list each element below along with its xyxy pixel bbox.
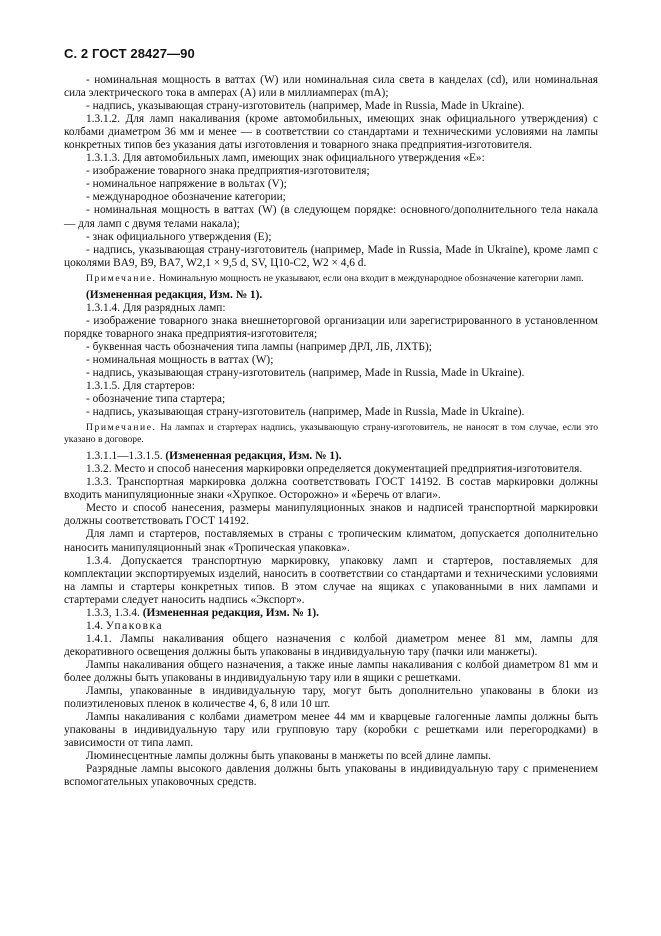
paragraph: 1.3.4. Допускается транспортную маркировку, упаковку ламп и стартеров, поставляемых для комплектации экспортируемых изделий, наносить в соответствии со стандартами и техническими условиями на лампы и стартеры конкретных типов. В этом случае на ящиках с упакованными в них лампами и стартерами следует наносить надпись «Экспорт».	[64, 554, 598, 606]
paragraph: Лампы накаливания с колбами диаметром менее 44 мм и кварцевые галогенные лампы должны быть упакованы в индивидуальную тару или групповую тару (коробки с решетками или перегородками) в зависимости от типа ламп.	[64, 711, 598, 750]
amendment-note	[64, 450, 598, 463]
note-label: Примечание.	[86, 422, 157, 434]
note-text: На лампах и стартерах надпись, указывающую страну-изготовитель, не наносят в том случае, если это указано в договоре.	[64, 422, 598, 446]
paragraph: Разрядные лампы высокого давления должны быть упакованы в индивидуальную тару с применением вспомогательных упаковочных средств.	[64, 763, 598, 789]
amendment-note	[64, 607, 598, 620]
paragraph: Для ламп и стартеров, поставляемых в страны с тропическим климатом, допускается дополнительно наносить манипуляционный знак «Тропическая упаковка».	[64, 528, 598, 554]
paragraph: - буквенная часть обозначения типа лампы (например ДРЛ, ЛБ, ЛХТБ);	[86, 340, 432, 353]
paragraph: 1.3.1.2. Для ламп накаливания (кроме автомобильных, имеющих знак официального утверждения) с колбами диаметром 36 мм и менее — в соответствии со стандартами и техническими условиями на лампы конкретных типов без указания даты изготовления и товарного знака предприятия-изготовителя.	[64, 113, 598, 152]
document-body	[64, 74, 598, 789]
page-header: С. 2 ГОСТ 28427—90	[64, 46, 195, 61]
paragraph: - обозначение типа стартера;	[86, 393, 226, 406]
note-text: Номинальную мощность не указывают, если она входит в международное обозначение категории ламп.	[156, 272, 584, 284]
paragraph: - номинальная мощность в ваттах (W) (в следующем порядке: основного/дополнительного тела накала — для ламп с двумя телами накала);	[64, 204, 598, 230]
paragraph: - изображение товарного знака предприятия-изготовителя;	[86, 165, 370, 178]
paragraph: - надпись, указывающая страну-изготовитель (например, Made in Russia, Made in Ukraine).	[86, 366, 525, 379]
note-label: Примечание.	[86, 272, 157, 284]
note	[64, 273, 598, 285]
clause-range: 1.3.1.1—1.3.1.5.	[86, 450, 166, 463]
amendment-label: (Измененная редакция, Изм. № 1).	[142, 606, 319, 619]
paragraph: 1.3.1.3. Для автомобильных ламп, имеющих знак официального утверждения «Е»:	[86, 152, 485, 165]
section-heading	[64, 620, 598, 633]
paragraph: - знак официального утверждения (Е);	[86, 230, 272, 243]
paragraph: - надпись, указывающая страну-изготовитель (например, Made in Russia, Made in Ukraine).	[86, 100, 525, 113]
paragraph: - номинальная мощность в ваттах (W) или номинальная сила света в канделах (cd), или номинальная сила электрического тока в амперах (А) или в миллиамперах (mA);	[64, 74, 598, 100]
paragraph: - надпись, указывающая страну-изготовитель (например, Made in Russia, Made in Ukraine).	[86, 406, 525, 419]
paragraph: 1.4.1. Лампы накаливания общего назначения с колбой диаметром менее 81 мм, лампы для декоративного освещения должны быть упакованы в индивидуальную тару (пачки или манжеты).	[64, 632, 598, 658]
paragraph: - номинальная мощность в ваттах (W);	[86, 353, 274, 366]
clause-range: 1.3.3, 1.3.4.	[86, 606, 143, 619]
note	[64, 422, 598, 446]
paragraph: Люминесцентные лампы должны быть упакованы в манжеты по всей длине лампы.	[86, 750, 491, 763]
paragraph: - номинальное напряжение в вольтах (V);	[86, 178, 287, 191]
paragraph: 1.3.1.4. Для разрядных ламп:	[86, 301, 226, 314]
paragraph: Место и способ нанесения, размеры манипуляционных знаков и надписей транспортной маркировки должны соответствовать ГОСТ 14192.	[64, 502, 598, 528]
paragraph: Лампы, упакованные в индивидуальную тару, могут быть дополнительно упакованы в блоки из полиэтиленовых пленок в количестве 4, 6, 8 или 10 шт.	[64, 685, 598, 711]
amendment-label: (Измененная редакция, Изм. № 1).	[165, 450, 342, 463]
paragraph: - изображение товарного знака внешнеторговой организации или зарегистрированного в установленном порядке товарного знака предприятия-изготовителя;	[64, 314, 598, 340]
paragraph: 1.3.3. Транспортная маркировка должна соответствовать ГОСТ 14192. В состав маркировки должны входить манипуляционные знаки «Хрупкое. Осторожно» и «Беречь от влаги».	[64, 476, 598, 502]
paragraph: 1.3.1.5. Для стартеров:	[86, 380, 195, 393]
paragraph: 1.3.2. Место и способ нанесения маркировки определяется документацией предприятия-изготовителя.	[86, 463, 583, 476]
section-number: 1.4.	[86, 619, 106, 632]
paragraph: - надпись, указывающая страну-изготовитель (например, Made in Russia, Made in Ukraine), кроме ламп с цоколями BA9, B9, BA7, W2,1 × 9,5 d, SV, Ц10-С2, W2 × 4,6 d.	[64, 243, 598, 269]
section-title: Упаковка	[105, 619, 164, 632]
amendment-note: (Измененная редакция, Изм. № 1).	[86, 288, 263, 301]
paragraph: Лампы накаливания общего назначения, а также иные лампы накаливания с колбой диаметром 81 мм и более должны быть упакованы в индивидуальную тару или в ящики с решетками.	[64, 658, 598, 684]
paragraph: - международное обозначение категории;	[86, 191, 286, 204]
